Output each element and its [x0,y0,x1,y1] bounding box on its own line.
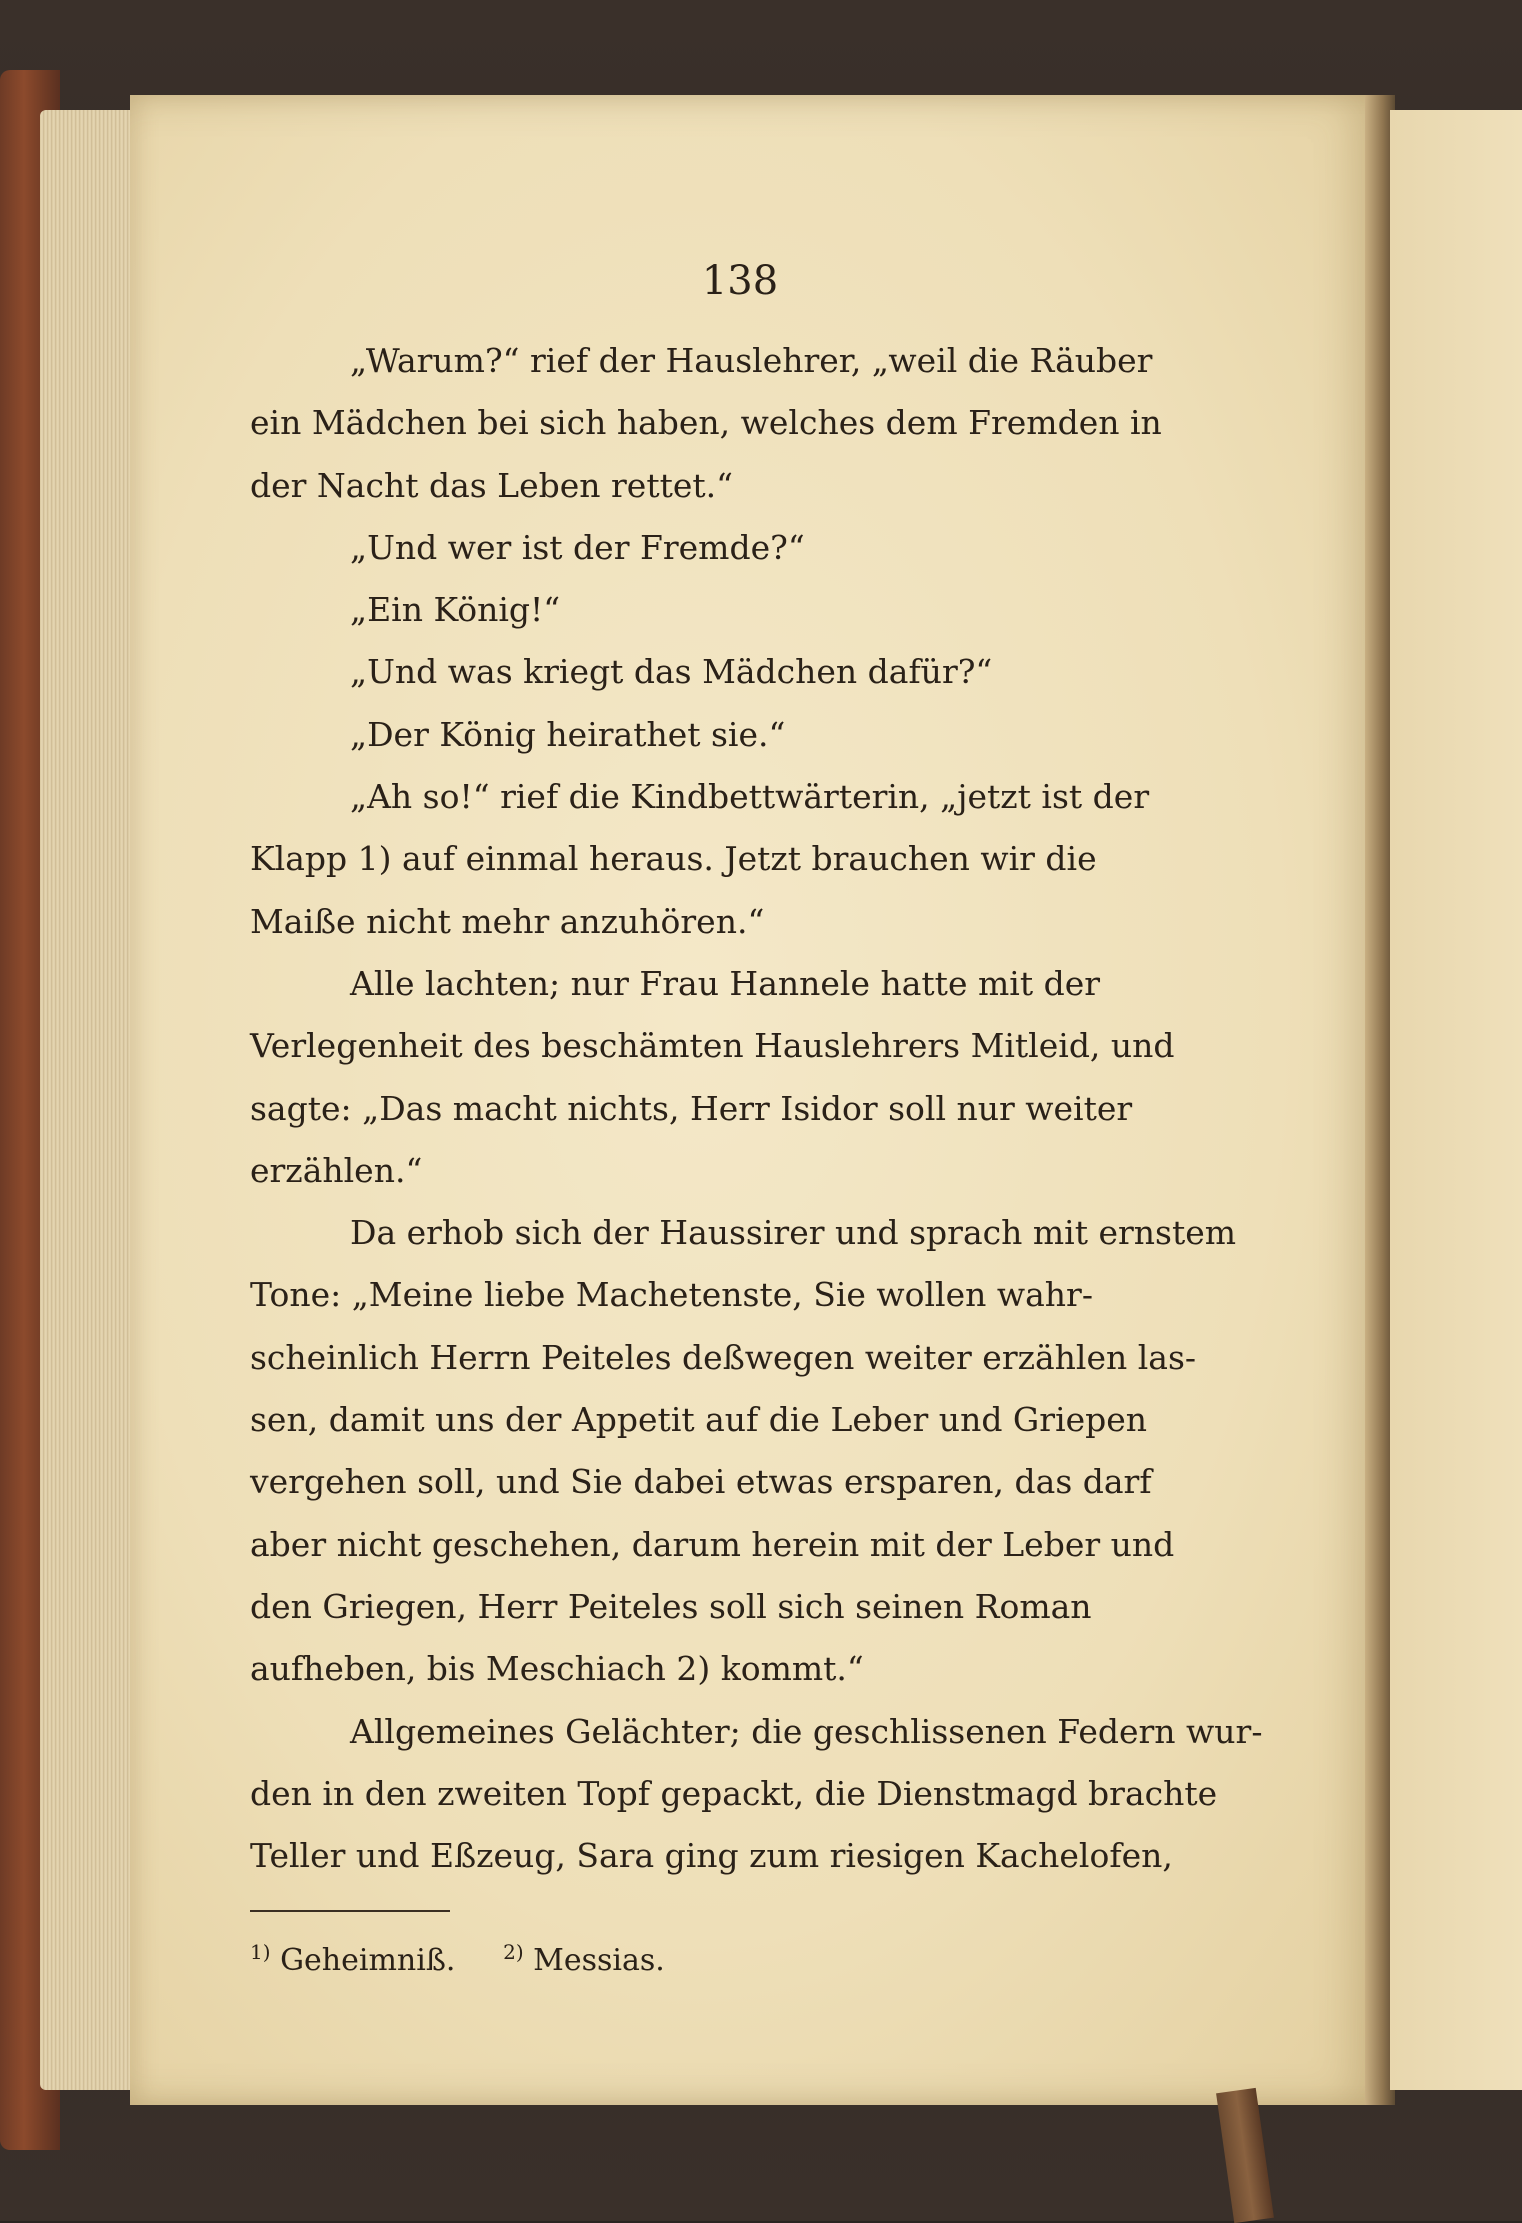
text-line: aber nicht geschehen, darum herein mit der Leber und [250,1524,1175,1564]
text-line: Verlegenheit des beschämten Hauslehrers Mitleid, und [250,1026,1175,1066]
paragraph [250,330,1195,517]
paragraph [250,1202,1237,1700]
paragraph [250,517,1195,579]
paragraph [250,704,1195,766]
text-line: Da erhob sich der Haussirer und sprach mit ernstem [350,1213,1237,1253]
paragraph [250,641,1195,703]
text-line: „Und was kriegt das Mädchen dafür?“ [350,652,993,692]
footnotes [250,1940,1150,1978]
text-line: der Nacht das Leben rettet.“ [250,465,733,505]
text-line: „Ein König!“ [350,590,561,630]
text-line: sagte: „Das macht nichts, Herr Isidor soll nur weiter [250,1088,1133,1128]
footnote-text: Messias. [533,1943,665,1978]
text-line: aufheben, bis Meschiach 2) kommt.“ [250,1649,864,1689]
text-line: Allgemeines Gelächter; die geschlissenen Federn wur- [350,1711,1263,1751]
paragraph [250,579,1195,641]
footnote-marker: 2) [503,1940,524,1964]
text-line: Tone: „Meine liebe Machetenste, Sie wollen wahr- [250,1275,1093,1315]
page-number: 138 [701,258,779,304]
text-line: Alle lachten; nur Frau Hannele hatte mit der [350,963,1100,1003]
footnote-marker: 1) [250,1940,271,1964]
paragraph [250,953,1195,1202]
text-line: vergehen soll, und Sie dabei etwas ersparen, das darf [250,1462,1152,1502]
text-line: den Griegen, Herr Peiteles soll sich seinen Roman [250,1586,1092,1626]
text-line: sen, damit uns der Appetit auf die Leber und Griepen [250,1400,1148,1440]
footnote-divider [250,1910,450,1912]
footnote-text: Geheimniß. [280,1943,456,1978]
paragraph [250,766,1195,953]
body-text [250,330,1263,1887]
paragraph [250,1701,1263,1888]
text-line: scheinlich Herrn Peiteles deßwegen weiter erzählen las- [250,1337,1197,1377]
text-line: ein Mädchen bei sich haben, welches dem Fremden in [250,403,1162,443]
text-line: erzählen.“ [250,1150,423,1190]
text-line: Klapp 1) auf einmal heraus. Jetzt brauchen wir die [250,839,1097,879]
text-line: „Und wer ist der Fremde?“ [350,527,805,567]
text-line: „Warum?“ rief der Hauslehrer, „weil die Räuber [350,341,1153,380]
text-line: Maiße nicht mehr anzuhören.“ [250,901,765,941]
text-line: „Ah so!“ rief die Kindbettwärterin, „jetzt ist der [350,777,1150,817]
text-line: Teller und Eßzeug, Sara ging zum riesigen Kachelofen, [250,1836,1173,1876]
facing-page [1390,110,1522,2090]
text-line: den in den zweiten Topf gepackt, die Dienstmagd brachte [250,1773,1218,1813]
text-line: „Der König heirathet sie.“ [350,714,786,754]
